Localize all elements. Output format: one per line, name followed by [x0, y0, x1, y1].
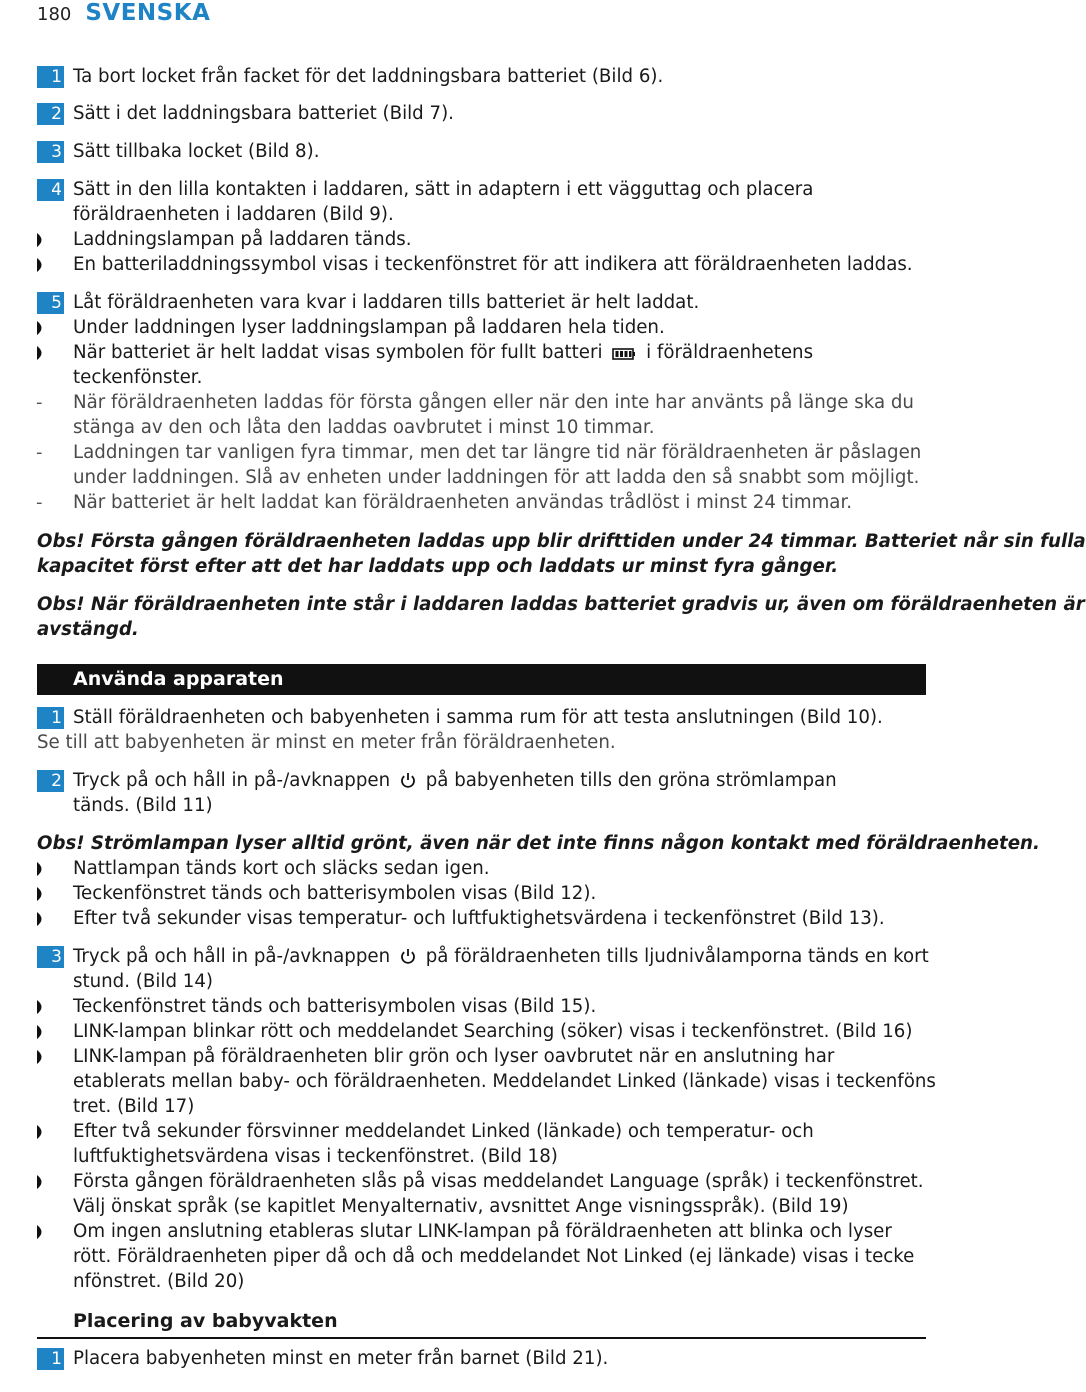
step-text: Sätt in den lilla kontakten i laddaren, sätt in adaptern i ett vägguttag och placera	[73, 179, 814, 200]
bullet-text: nfönstret. (Bild 20)	[73, 1271, 245, 1292]
dash-marker: -	[36, 392, 43, 413]
bullet-arrow-icon	[37, 912, 46, 926]
section-heading: Använda apparaten	[37, 664, 926, 695]
step-number: 2	[37, 770, 64, 792]
note-text: Obs! När föräldraenheten inte står i laddaren laddas batteriet gradvis ur, även om föräldraenheten är	[37, 594, 1085, 615]
step-text: föräldraenheten i laddaren (Bild 9).	[73, 204, 394, 225]
bullet-text: teckenfönster.	[73, 367, 203, 388]
dash-marker: -	[36, 442, 43, 463]
bullet-text: LINK-lampan blinkar rött och meddelandet Searching (söker) visas i teckenfönstret. (Bild 16)	[73, 1021, 913, 1042]
bullet-arrow-icon	[37, 887, 46, 901]
bullet-arrow-icon	[37, 1025, 46, 1039]
step-text: stund. (Bild 14)	[73, 971, 214, 992]
step-number: 2	[37, 103, 64, 125]
bullet-text: Efter två sekunder försvinner meddelandet Linked (länkade) och temperatur- och	[73, 1121, 814, 1142]
bullet-text: Laddningslampan på laddaren tänds.	[73, 229, 412, 250]
dash-text: Laddningen tar vanligen fyra timmar, men det tar längre tid när föräldraenheten är påslagen	[73, 442, 922, 463]
bullet-text: Välj önskat språk (se kapitlet Menyalternativ, avsnittet Ange visningsspråk). (Bild 19)	[73, 1196, 849, 1217]
dash-text: När föräldraenheten laddas för första gången eller när den inte har använts på länge ska du	[73, 392, 914, 413]
step-text: Sätt tillbaka locket (Bild 8).	[73, 141, 320, 162]
step-text: Ta bort locket från facket för det laddningsbara batteriet (Bild 6).	[73, 66, 664, 87]
bullet-text: Teckenfönstret tänds och batterisymbolen visas (Bild 12).	[73, 883, 597, 904]
step-text-part: på föräldraenheten tills ljudnivålamporna tänds en kort	[425, 946, 929, 967]
bullet-arrow-icon	[37, 1050, 46, 1064]
dash-text: stänga av den och låta den laddas oavbrutet i minst 10 timmar.	[73, 417, 655, 438]
bullet-arrow-icon	[37, 258, 46, 272]
bullet-text: luftfuktighetsvärdena visas i teckenfönstret. (Bild 18)	[73, 1146, 558, 1167]
step-text: Sätt i det laddningsbara batteriet (Bild 7).	[73, 103, 454, 124]
step-text: Placera babyenheten minst en meter från barnet (Bild 21).	[73, 1348, 609, 1369]
bullet-text: LINK-lampan på föräldraenheten blir grön och lyser oavbrutet när en anslutning har	[73, 1046, 835, 1067]
step-number: 3	[37, 946, 64, 968]
step-text-part: Tryck på och håll in på-/avknappen	[73, 946, 391, 967]
dash-marker: -	[36, 492, 43, 513]
subsection-heading: Placering av babyvakten	[73, 1310, 338, 1332]
bullet-arrow-icon	[37, 1000, 46, 1014]
bullet-arrow-icon	[37, 1175, 46, 1189]
bullet-text: Under laddningen lyser laddningslampan på laddaren hela tiden.	[73, 317, 665, 338]
page-header	[37, 0, 210, 30]
step-number: 1	[37, 707, 64, 729]
bullet-arrow-icon	[37, 233, 46, 247]
bullet-arrow-icon	[37, 1225, 46, 1239]
step-text: Ställ föräldraenheten och babyenheten i samma rum för att testa anslutningen (Bild 10).	[73, 707, 883, 728]
bullet-text: Första gången föräldraenheten slås på visas meddelandet Language (språk) i teckenfönstret.	[73, 1171, 924, 1192]
bullet-text: etablerats mellan baby- och föräldraenheten. Meddelandet Linked (länkade) visas i teckenföns	[73, 1071, 936, 1092]
step-text	[73, 768, 837, 795]
bullet-text: tret. (Bild 17)	[73, 1096, 195, 1117]
page-number: 180	[37, 4, 72, 25]
battery-full-icon	[612, 342, 636, 367]
step-number: 5	[37, 292, 64, 314]
step-subtext: Se till att babyenheten är minst en meter från föräldraenheten.	[37, 732, 616, 753]
bullet-arrow-icon	[37, 321, 46, 335]
dash-text: När batteriet är helt laddat kan föräldraenheten användas trådlöst i minst 24 timmar.	[73, 492, 853, 513]
bullet-text: En batteriladdningssymbol visas i teckenfönstret för att indikera att föräldraenheten laddas.	[73, 254, 913, 275]
power-icon	[400, 770, 416, 795]
bullet-text	[73, 340, 813, 367]
dash-text: under laddningen. Slå av enheten under laddningen för att ladda den så snabbt som möjligt.	[73, 467, 920, 488]
bullet-arrow-icon	[37, 346, 46, 360]
divider	[37, 1337, 926, 1339]
bullet-text: Efter två sekunder visas temperatur- och luftfuktighetsvärdena i teckenfönstret (Bild 13).	[73, 908, 885, 929]
bullet-text: rött. Föräldraenheten piper då och då och meddelandet Not Linked (ej länkade) visas i tecke	[73, 1246, 915, 1267]
power-icon	[400, 946, 416, 971]
bullet-arrow-icon	[37, 862, 46, 876]
step-text	[73, 944, 929, 971]
step-text-part: Tryck på och håll in på-/avknappen	[73, 770, 391, 791]
step-text: tänds. (Bild 11)	[73, 795, 213, 816]
step-number: 1	[37, 1348, 64, 1370]
step-text: Låt föräldraenheten vara kvar i laddaren tills batteriet är helt laddat.	[73, 292, 700, 313]
note-text: Obs! Första gången föräldraenheten laddas upp blir drifttiden under 24 timmar. Batteriet når sin fulla	[37, 531, 1086, 552]
step-number: 3	[37, 141, 64, 163]
step-text-part: på babyenheten tills den gröna strömlampan	[425, 770, 837, 791]
language-title: SVENSKA	[85, 0, 211, 26]
step-number: 4	[37, 179, 64, 201]
bullet-text-part: i föräldraenhetens	[646, 342, 814, 363]
note-text: avstängd.	[37, 619, 139, 640]
bullet-text: Nattlampan tänds kort och släcks sedan igen.	[73, 858, 490, 879]
bullet-arrow-icon	[37, 1125, 46, 1139]
note-text: kapacitet först efter att det har laddats upp och laddats ur minst fyra gånger.	[37, 556, 839, 577]
note-text: Obs! Strömlampan lyser alltid grönt, även när det inte finns någon kontakt med föräldraenheten.	[37, 833, 1040, 854]
bullet-text: Teckenfönstret tänds och batterisymbolen visas (Bild 15).	[73, 996, 597, 1017]
bullet-text: Om ingen anslutning etableras slutar LINK-lampan på föräldraenheten att blinka och lyser	[73, 1221, 892, 1242]
bullet-text-part: När batteriet är helt laddat visas symbolen för fullt batteri	[73, 342, 603, 363]
step-number: 1	[37, 66, 64, 88]
